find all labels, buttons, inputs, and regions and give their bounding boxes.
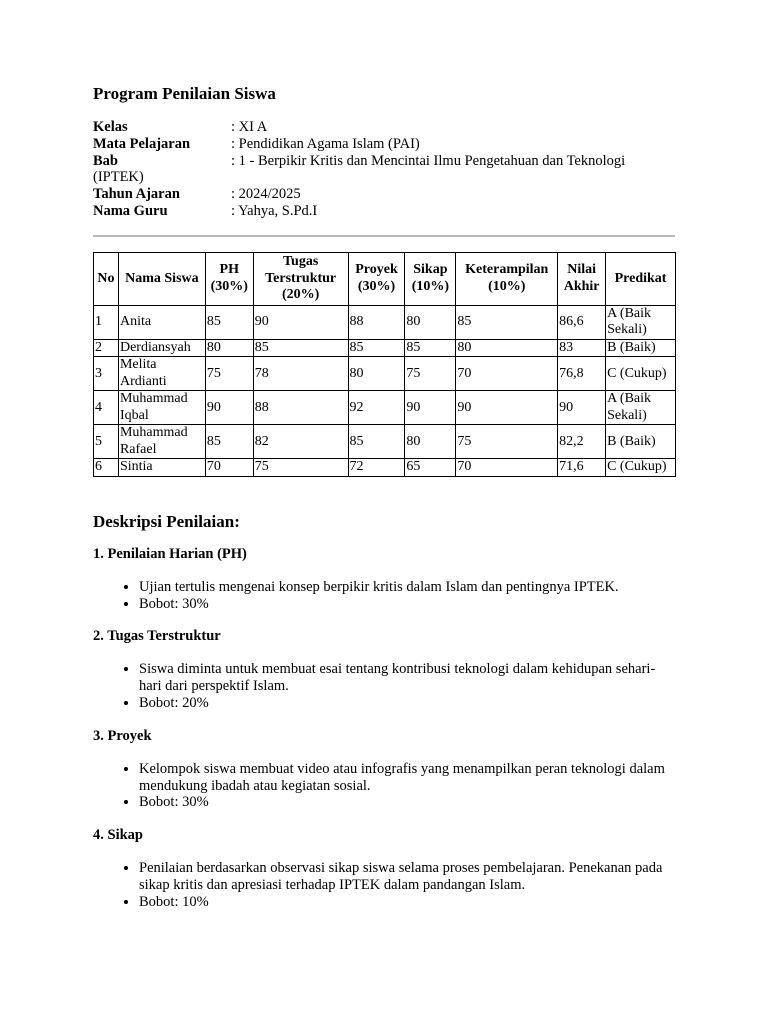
cell-ph: 90 [205,391,253,425]
cell-no: 6 [94,459,119,477]
horizontal-divider [93,235,675,237]
cell-nilai: 83 [558,339,606,357]
page-title: Program Penilaian Siswa [93,84,276,103]
section-heading: 3. Proyek [93,727,152,744]
list-item: • Bobot: 30% [139,596,675,613]
info-kelas [93,119,675,136]
section-heading: 1. Penilaian Harian (PH) [93,545,247,562]
header-nama: Nama Siswa [118,252,205,305]
bullet-list [93,761,675,811]
document-page [93,84,675,911]
info-label: Bab [93,152,118,169]
description-heading: Deskripsi Penilaian: [93,511,240,531]
header-no: No [94,252,119,305]
grades-table [93,252,676,477]
header-ph: PH (30%) [205,252,253,305]
cell-ph: 85 [205,425,253,459]
info-label: Kelas [93,119,128,135]
cell-no: 4 [94,391,119,425]
header-tugas: Tugas Terstruktur (20%) [253,252,348,305]
info-label: Tahun Ajaran [93,186,180,203]
cell-predikat: A (Baik Sekali) [606,391,676,425]
cell-tugas: 90 [253,305,348,339]
cell-proyek: 85 [348,339,405,357]
header-nilai: Nilai Akhir [558,252,606,305]
cell-sikap: 80 [405,305,456,339]
cell-nilai: 76,8 [558,357,606,391]
section-ph [93,546,675,613]
cell-predikat: B (Baik) [606,339,676,357]
table-row [94,305,676,339]
cell-predikat: B (Baik) [606,425,676,459]
cell-no: 2 [94,339,119,357]
list-item: • Bobot: 20% [139,695,675,712]
cell-ph: 70 [205,459,253,477]
cell-predikat: C (Cukup) [606,459,676,477]
section-heading: 4. Sikap [93,827,143,844]
cell-nama: Derdiansyah [118,339,205,357]
info-label: Mata Pelajaran [93,135,191,152]
cell-ph: 75 [205,357,253,391]
cell-sikap: 85 [405,339,456,357]
cell-sikap: 80 [405,425,456,459]
info-label: Nama Guru [93,202,168,219]
list-item: • Siswa diminta untuk membuat esai tentang kontribusi teknologi dalam kehidupan sehari-hari dari perspektif Islam. [139,661,675,695]
list-item: • Penilaian berdasarkan observasi sikap siswa selama proses pembelajaran. Penekanan pada sikap kritis dan apresiasi terhadap IPTEK dalam pandangan Islam. [139,860,675,894]
table-row [94,459,676,477]
list-item: • Bobot: 10% [139,894,675,911]
info-value: : 1 - Berpikir Kritis dan Mencintai Ilmu Pengetahuan dan Teknologi (IPTEK) [93,152,626,186]
cell-proyek: 88 [348,305,405,339]
header-predikat: Predikat [606,252,676,305]
cell-tugas: 75 [253,459,348,477]
header-keterampilan: Keterampilan (10%) [456,252,558,305]
cell-proyek: 80 [348,357,405,391]
info-bab [93,153,675,187]
cell-ph: 80 [205,339,253,357]
info-block [93,119,675,220]
cell-keterampilan: 80 [456,339,558,357]
cell-predikat: C (Cukup) [606,357,676,391]
cell-no: 5 [94,425,119,459]
info-value: : XI A [231,119,268,135]
cell-proyek: 92 [348,391,405,425]
bullet-list [93,579,675,613]
cell-sikap: 65 [405,459,456,477]
table-header-row [94,252,676,305]
cell-proyek: 72 [348,459,405,477]
section-heading: 2. Tugas Terstruktur [93,628,221,645]
cell-ph: 85 [205,305,253,339]
cell-nilai: 71,6 [558,459,606,477]
table-row [94,339,676,357]
cell-predikat: A (Baik Sekali) [606,305,676,339]
cell-sikap: 90 [405,391,456,425]
cell-nilai: 86,6 [558,305,606,339]
cell-nilai: 90 [558,391,606,425]
bullet-list [93,860,675,910]
cell-nama: Melita Ardianti [118,357,205,391]
table-row [94,391,676,425]
cell-keterampilan: 75 [456,425,558,459]
cell-no: 1 [94,305,119,339]
cell-nama: Sintia [118,459,205,477]
info-value: : Pendidikan Agama Islam (PAI) [231,135,420,152]
cell-keterampilan: 70 [456,459,558,477]
table-row [94,425,676,459]
section-proyek [93,728,675,811]
cell-nama: Anita [118,305,205,339]
cell-tugas: 78 [253,357,348,391]
table-row [94,357,676,391]
info-guru [93,203,675,220]
cell-keterampilan: 70 [456,357,558,391]
cell-tugas: 88 [253,391,348,425]
list-item: • Kelompok siswa membuat video atau infografis yang menampilkan peran teknologi dalam mendukung ibadah atau kegiatan sosial. [139,761,675,795]
cell-keterampilan: 85 [456,305,558,339]
info-mapel [93,136,675,153]
cell-proyek: 85 [348,425,405,459]
cell-nama: Muhammad Rafael [118,425,205,459]
cell-sikap: 75 [405,357,456,391]
list-item: • Ujian tertulis mengenai konsep berpikir kritis dalam Islam dan pentingnya IPTEK. [139,579,675,596]
header-proyek: Proyek (30%) [348,252,405,305]
info-value: : Yahya, S.Pd.I [231,202,318,219]
section-tugas [93,628,675,711]
section-sikap [93,827,675,910]
cell-tugas: 85 [253,339,348,357]
header-sikap: Sikap (10%) [405,252,456,305]
info-value: : 2024/2025 [231,186,301,203]
list-item: • Bobot: 30% [139,794,675,811]
cell-nama: Muhammad Iqbal [118,391,205,425]
cell-nilai: 82,2 [558,425,606,459]
cell-tugas: 82 [253,425,348,459]
cell-keterampilan: 90 [456,391,558,425]
bullet-list [93,661,675,711]
cell-no: 3 [94,357,119,391]
info-tahun [93,186,675,203]
